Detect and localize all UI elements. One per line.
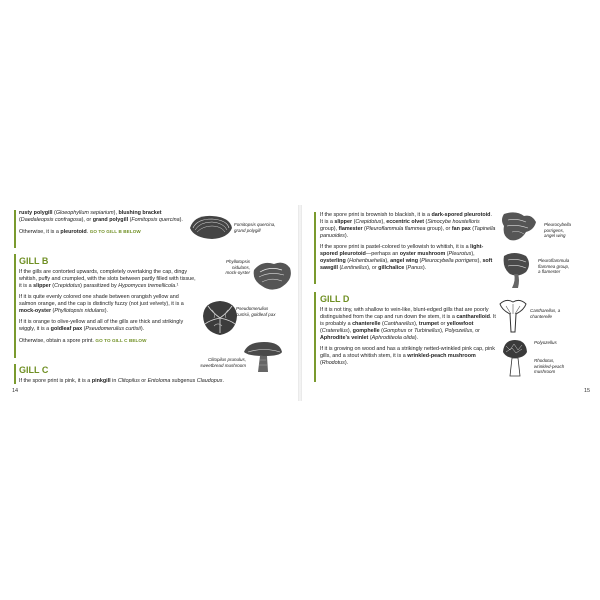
- gill-b-paragraph-1: If the gills are contorted upwards, completely overtaking the cap, dingy whitish, puffy and crumpled, with the slots between partly filled with tissue, it is a slipper (Crepidotus) parasitized by Hypomyces tremellicola.¹: [19, 269, 196, 289]
- left-intro-text: [19, 210, 187, 240]
- gill-b-paragraph-3: If it is orange to olive-yellow and all of the gills are thick and strikingly wiggly, it is a goldleaf pax (Pseudomerulius curtisii).: [19, 319, 184, 332]
- gill-c-section: [19, 365, 259, 389]
- section-accent-bar: [14, 210, 16, 248]
- phyllotopsis-illustration: [250, 258, 294, 294]
- light-spored-paragraph: If the spore print is pastel-colored to yellowish to whitish, it is a light-spored pleurotoid—perhaps an oyster mushroom (Pleurotus), oysterling (Hohenbuehelia), angel wing (Pleurocybella porrigens), soft sawgill (Lentinellus), or gillchalice (Panus).: [320, 244, 493, 271]
- fomitopsis-caption: Fomitopsis quercina, grand polygill: [234, 222, 276, 233]
- gill-b-paragraph-2: If it is quite evenly colored one shade between orangish yellow and salmon orange, and the cap is distinctly fuzzy (not just velvety), it is a mock-oyster (Phyllotopsis nidulans).: [19, 294, 184, 314]
- gill-d-paragraph-1: If it is not tiny, with shallow to vein-like, blunt-edged gills that are poorly distinguished from the cap and run down the stem, it is a cantharelloid. It is probably a chanterelle (Cantharellus), trumpet or yellowfoot (Craterellus), gomphelle (Gomphus or Turbinellus), Polyozellus, or Aphrodite’s veinlet (Aphroditeola olida).: [320, 307, 496, 341]
- gill-b-section: [19, 256, 197, 349]
- gill-b-accent-bar: [14, 254, 16, 358]
- polyozellus-caption: Polyozellus: [534, 340, 557, 345]
- otherwise-paragraph: Otherwise, it is a pleurotoid. GO TO GILL B BELOW: [19, 229, 141, 235]
- right-intro-accent-bar: [314, 212, 316, 284]
- dark-spored-paragraph: If the spore print is brownish to blackish, it is a dark-spored pleurotoid. It is a slipper (Crepidotus), eccentric olvet (Simocybe houstelloris group), flamester (Pleuroflammula flammea group), or fan pax (Tapinella panuoides).: [320, 212, 496, 239]
- rhodotus-illustration: [500, 338, 530, 378]
- pleuroflammula-caption: Pleuroflammula flammea group, a flamester: [538, 258, 570, 274]
- page-number-left: 14: [12, 388, 19, 394]
- gill-d-accent-bar: [314, 292, 316, 382]
- gill-c-accent-bar: [14, 364, 16, 384]
- go-to-gill-b-link[interactable]: GO TO GILL B BELOW: [89, 229, 141, 234]
- pleuroflammula-illustration: [498, 250, 534, 290]
- pseudomerulius-caption: Pseudomerulius curtisii, goldleaf pax: [236, 306, 276, 317]
- gill-b-heading: GILL B: [19, 256, 49, 266]
- right-intro-text: [320, 212, 496, 276]
- gill-d-paragraph-2: If it is growing on wood and has a strikingly netted-wrinkled pink cap, pink gills, and a stout whitish stem, it is a wrinkled-peach mushroom (Rhodotus).: [320, 346, 495, 366]
- intro-paragraph: rusty polygill (Gloeophyllum sepiarium), blushing bracket (Daedaleopsis confragosa), or grand polygill (Fomitopsis quercina).: [19, 210, 183, 223]
- gill-c-paragraph: If the spore print is pink, it is a pinkgill in Clitopilus or Entoloma subgenus Claudopus.: [19, 378, 224, 384]
- go-to-gill-c-link[interactable]: GO TO GILL C BELOW: [95, 338, 147, 343]
- gill-d-section: [320, 294, 496, 371]
- pleurocybella-illustration: [498, 210, 538, 246]
- clitopilus-illustration: [240, 340, 284, 374]
- pseudomerulius-illustration: [200, 298, 240, 338]
- cantharellus-illustration: [498, 298, 528, 336]
- pleurocybella-caption: Pleurocybella porrigens, angel wing: [544, 222, 572, 238]
- phyllotopsis-caption: Phyllotopsis nidulans, mock-oyster: [225, 259, 250, 275]
- page-number-right: 15: [584, 388, 591, 394]
- cantharellus-caption: Cantharellus, a chanterelle: [530, 308, 561, 319]
- rhodotus-caption: Rhodotus, wrinkled-peach mushroom: [534, 358, 565, 374]
- gill-c-heading: GILL C: [19, 365, 49, 375]
- fomitopsis-illustration: [188, 212, 234, 242]
- gill-d-heading: GILL D: [320, 294, 350, 304]
- gill-b-otherwise: Otherwise, obtain a spore print. GO TO GILL C BELOW: [19, 338, 147, 344]
- clitopilus-caption: Clitopilus prunulus, sweetbread mushroom: [200, 357, 246, 368]
